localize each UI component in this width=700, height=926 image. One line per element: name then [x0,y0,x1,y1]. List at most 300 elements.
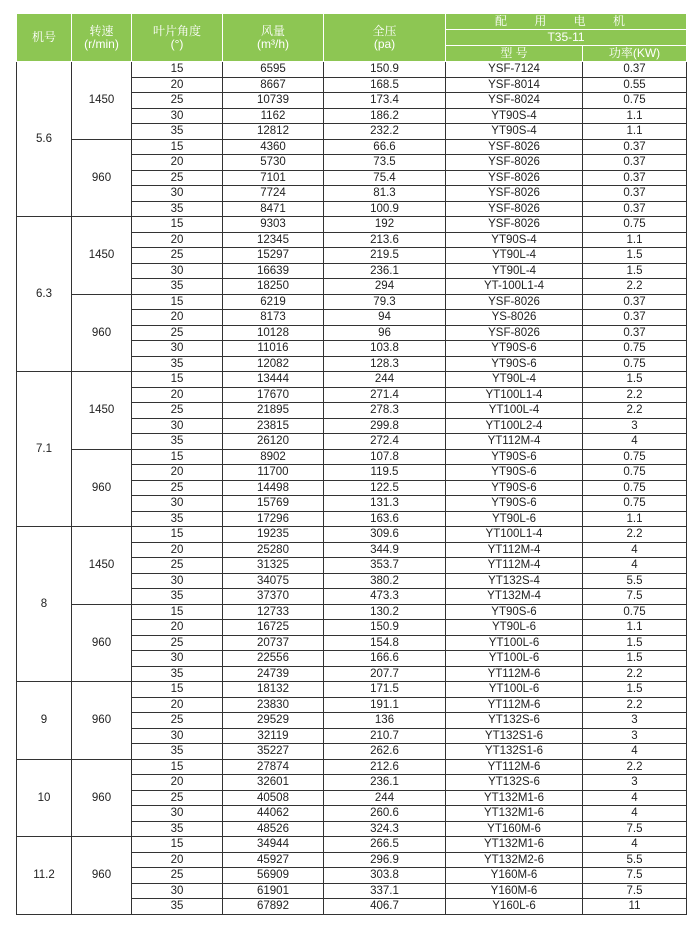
header-speed-unit: (r/min) [84,36,119,51]
motor-power-cell: 4 [583,542,687,558]
flow-cell: 23815 [223,418,324,434]
angle-cell: 35 [132,666,223,682]
angle-cell: 15 [132,217,223,233]
motor-type-cell: YS-8026 [446,310,583,326]
motor-type-cell: YSF-7124 [446,62,583,78]
motor-type-cell: YT90S-6 [446,356,583,372]
model-cell: 9 [17,682,72,760]
flow-cell: 26120 [223,434,324,450]
angle-cell: 20 [132,310,223,326]
flow-cell: 12345 [223,232,324,248]
pressure-cell: 150.9 [324,62,446,78]
motor-power-cell: 2.2 [583,759,687,775]
pressure-cell: 272.4 [324,434,446,450]
flow-cell: 18250 [223,279,324,295]
angle-cell: 15 [132,527,223,543]
pressure-cell: 244 [324,790,446,806]
flow-cell: 44062 [223,806,324,822]
pressure-cell: 75.4 [324,170,446,186]
flow-cell: 37370 [223,589,324,605]
angle-cell: 30 [132,263,223,279]
angle-cell: 25 [132,868,223,884]
flow-cell: 12812 [223,124,324,140]
pressure-cell: 119.5 [324,465,446,481]
flow-cell: 12082 [223,356,324,372]
flow-cell: 48526 [223,821,324,837]
motor-power-cell: 2.2 [583,279,687,295]
pressure-cell: 100.9 [324,201,446,217]
angle-cell: 35 [132,124,223,140]
header-model-label: 机号 [31,30,56,44]
table-row [17,837,687,853]
angle-cell: 30 [132,883,223,899]
motor-type-cell: YT132S-6 [446,775,583,791]
angle-cell: 20 [132,852,223,868]
motor-type-cell: Y160M-6 [446,868,583,884]
motor-power-cell: 1.5 [583,372,687,388]
motor-power-cell: 0.37 [583,155,687,171]
motor-power-cell: 0.37 [583,325,687,341]
pressure-cell: 324.3 [324,821,446,837]
motor-type-cell: YSF-8026 [446,186,583,202]
motor-power-cell: 7.5 [583,589,687,605]
angle-cell: 35 [132,511,223,527]
pressure-cell: 232.2 [324,124,446,140]
pressure-cell: 171.5 [324,682,446,698]
motor-power-cell: 0.37 [583,294,687,310]
speed-cell: 1450 [72,217,132,295]
flow-cell: 35227 [223,744,324,760]
motor-type-cell: YT90S-4 [446,232,583,248]
motor-power-cell: 1.5 [583,635,687,651]
motor-type-cell: YT90S-6 [446,341,583,357]
motor-type-cell: YT100L1-4 [446,527,583,543]
motor-type-cell: YT100L-6 [446,682,583,698]
pressure-cell: 186.2 [324,108,446,124]
motor-power-cell: 7.5 [583,883,687,899]
header-model [17,14,72,62]
motor-power-cell: 0.37 [583,139,687,155]
angle-cell: 25 [132,403,223,419]
flow-cell: 67892 [223,899,324,915]
flow-cell: 27874 [223,759,324,775]
flow-cell: 1162 [223,108,324,124]
pressure-cell: 406.7 [324,899,446,915]
header-motor-group: 配 用 电 机 [446,14,687,30]
angle-cell: 25 [132,170,223,186]
motor-type-cell: YT132M1-6 [446,790,583,806]
motor-type-cell: YT90S-6 [446,480,583,496]
header-flow-label: 风量 [260,23,285,38]
flow-cell: 12733 [223,604,324,620]
pressure-cell: 337.1 [324,883,446,899]
motor-power-cell: 4 [583,806,687,822]
angle-cell: 35 [132,434,223,450]
flow-cell: 10128 [223,325,324,341]
angle-cell: 30 [132,728,223,744]
flow-cell: 32601 [223,775,324,791]
motor-power-cell: 0.37 [583,170,687,186]
angle-cell: 35 [132,589,223,605]
motor-type-cell: YT90L-4 [446,248,583,264]
speed-cell: 960 [72,837,132,915]
motor-type-cell: YT112M-4 [446,542,583,558]
motor-power-cell: 4 [583,558,687,574]
angle-cell: 25 [132,558,223,574]
flow-cell: 11700 [223,465,324,481]
angle-cell: 30 [132,418,223,434]
pressure-cell: 207.7 [324,666,446,682]
angle-cell: 25 [132,480,223,496]
angle-cell: 20 [132,155,223,171]
motor-type-cell: YT132M2-6 [446,852,583,868]
motor-power-cell: 3 [583,775,687,791]
angle-cell: 20 [132,620,223,636]
motor-power-cell: 0.37 [583,310,687,326]
motor-type-cell: Y160M-6 [446,883,583,899]
motor-type-cell: YT90L-6 [446,511,583,527]
speed-cell: 960 [72,294,132,372]
angle-cell: 20 [132,77,223,93]
motor-power-cell: 0.37 [583,62,687,78]
motor-power-cell: 0.75 [583,341,687,357]
pressure-cell: 136 [324,713,446,729]
motor-power-cell: 4 [583,837,687,853]
angle-cell: 25 [132,713,223,729]
angle-cell: 30 [132,108,223,124]
table-row [17,682,687,698]
pressure-cell: 309.6 [324,527,446,543]
flow-cell: 8173 [223,310,324,326]
pressure-cell: 260.6 [324,806,446,822]
motor-power-cell: 3 [583,713,687,729]
motor-type-cell: YT90S-4 [446,108,583,124]
model-cell: 6.3 [17,217,72,372]
pressure-cell: 213.6 [324,232,446,248]
motor-type-cell: YSF-8026 [446,294,583,310]
flow-cell: 24739 [223,666,324,682]
motor-type-cell: YT132S1-6 [446,728,583,744]
pressure-cell: 210.7 [324,728,446,744]
speed-cell: 1450 [72,372,132,450]
table-row [17,372,687,388]
motor-type-cell: YT132S1-6 [446,744,583,760]
motor-power-cell: 0.37 [583,186,687,202]
motor-power-cell: 0.75 [583,449,687,465]
motor-type-cell: Y160L-6 [446,899,583,915]
flow-cell: 32119 [223,728,324,744]
angle-cell: 15 [132,372,223,388]
motor-type-cell: YT132M1-6 [446,837,583,853]
motor-power-cell: 2.2 [583,527,687,543]
motor-power-cell: 1.1 [583,620,687,636]
pressure-cell: 122.5 [324,480,446,496]
pressure-cell: 191.1 [324,697,446,713]
angle-cell: 25 [132,93,223,109]
pressure-cell: 131.3 [324,496,446,512]
motor-power-cell: 2.2 [583,387,687,403]
pressure-cell: 344.9 [324,542,446,558]
flow-cell: 21895 [223,403,324,419]
motor-power-cell: 0.75 [583,93,687,109]
flow-cell: 23830 [223,697,324,713]
motor-power-cell: 1.1 [583,511,687,527]
pressure-cell: 103.8 [324,341,446,357]
motor-power-cell: 0.75 [583,480,687,496]
flow-cell: 34944 [223,837,324,853]
header-motor-type: 型 号 [446,46,583,62]
motor-power-cell: 0.75 [583,356,687,372]
pressure-cell: 278.3 [324,403,446,419]
pressure-cell: 271.4 [324,387,446,403]
pressure-cell: 303.8 [324,868,446,884]
motor-type-cell: YT100L-4 [446,403,583,419]
motor-type-cell: YSF-8026 [446,139,583,155]
angle-cell: 15 [132,294,223,310]
header-motor-series: T35-11 [446,30,687,46]
flow-cell: 6595 [223,62,324,78]
motor-power-cell: 5.5 [583,573,687,589]
motor-power-cell: 1.5 [583,651,687,667]
flow-cell: 25280 [223,542,324,558]
flow-cell: 56909 [223,868,324,884]
speed-cell: 1450 [72,527,132,605]
header-pressure [324,14,446,62]
pressure-cell: 173.4 [324,93,446,109]
model-cell: 5.6 [17,62,72,217]
pressure-cell: 236.1 [324,775,446,791]
angle-cell: 35 [132,821,223,837]
flow-cell: 11016 [223,341,324,357]
table-row [17,217,687,233]
angle-cell: 25 [132,325,223,341]
pressure-cell: 262.6 [324,744,446,760]
table-row [17,759,687,775]
header-angle [132,14,223,62]
motor-type-cell: YT112M-4 [446,434,583,450]
angle-cell: 20 [132,775,223,791]
pressure-cell: 107.8 [324,449,446,465]
speed-cell: 960 [72,604,132,682]
motor-type-cell: YT112M-6 [446,759,583,775]
speed-cell: 1450 [72,62,132,140]
motor-power-cell: 2.2 [583,666,687,682]
header-speed-label: 转速 [89,23,114,38]
model-cell: 11.2 [17,837,72,915]
model-cell: 7.1 [17,372,72,527]
flow-cell: 22556 [223,651,324,667]
motor-type-cell: YSF-8026 [446,170,583,186]
motor-type-cell: YT100L1-4 [446,387,583,403]
flow-cell: 15297 [223,248,324,264]
motor-power-cell: 1.5 [583,682,687,698]
flow-cell: 10739 [223,93,324,109]
flow-cell: 18132 [223,682,324,698]
angle-cell: 30 [132,651,223,667]
angle-cell: 15 [132,759,223,775]
angle-cell: 35 [132,201,223,217]
pressure-cell: 150.9 [324,620,446,636]
angle-cell: 20 [132,232,223,248]
header-flow [223,14,324,62]
fan-performance-table [16,13,687,915]
speed-cell: 960 [72,449,132,527]
motor-type-cell: YT-100L1-4 [446,279,583,295]
pressure-cell: 294 [324,279,446,295]
pressure-cell: 212.6 [324,759,446,775]
flow-cell: 31325 [223,558,324,574]
motor-type-cell: YSF-8026 [446,155,583,171]
motor-type-cell: YT100L-6 [446,651,583,667]
motor-power-cell: 1.5 [583,248,687,264]
pressure-cell: 66.6 [324,139,446,155]
motor-type-cell: YT90L-6 [446,620,583,636]
motor-type-cell: YT90S-6 [446,496,583,512]
motor-power-cell: 0.75 [583,496,687,512]
table-row [17,294,687,310]
flow-cell: 45927 [223,852,324,868]
motor-power-cell: 1.1 [583,124,687,140]
table-row [17,527,687,543]
flow-cell: 13444 [223,372,324,388]
motor-type-cell: YT90S-6 [446,449,583,465]
pressure-cell: 244 [324,372,446,388]
angle-cell: 25 [132,790,223,806]
motor-type-cell: YSF-8026 [446,217,583,233]
motor-power-cell: 4 [583,744,687,760]
motor-type-cell: YT132M-4 [446,589,583,605]
angle-cell: 15 [132,62,223,78]
speed-cell: 960 [72,682,132,760]
angle-cell: 15 [132,682,223,698]
pressure-cell: 166.6 [324,651,446,667]
table-row [17,62,687,78]
flow-cell: 4360 [223,139,324,155]
flow-cell: 6219 [223,294,324,310]
flow-cell: 20737 [223,635,324,651]
motor-type-cell: YT132M1-6 [446,806,583,822]
table-row [17,139,687,155]
motor-power-cell: 5.5 [583,852,687,868]
pressure-cell: 299.8 [324,418,446,434]
flow-cell: 8471 [223,201,324,217]
motor-power-cell: 7.5 [583,868,687,884]
pressure-cell: 81.3 [324,186,446,202]
motor-power-cell: 0.37 [583,201,687,217]
pressure-cell: 79.3 [324,294,446,310]
header-pressure-label: 全压 [372,23,397,38]
flow-cell: 14498 [223,480,324,496]
pressure-cell: 266.5 [324,837,446,853]
motor-power-cell: 3 [583,418,687,434]
motor-power-cell: 0.75 [583,465,687,481]
pressure-cell: 296.9 [324,852,446,868]
angle-cell: 20 [132,465,223,481]
angle-cell: 30 [132,496,223,512]
motor-power-cell: 2.2 [583,403,687,419]
motor-type-cell: YT160M-6 [446,821,583,837]
angle-cell: 15 [132,139,223,155]
flow-cell: 8667 [223,77,324,93]
motor-power-cell: 7.5 [583,821,687,837]
header-motor-power: 功率(KW) [583,46,687,62]
pressure-cell: 219.5 [324,248,446,264]
motor-type-cell: YT100L-6 [446,635,583,651]
angle-cell: 30 [132,186,223,202]
motor-power-cell: 11 [583,899,687,915]
flow-cell: 17296 [223,511,324,527]
flow-cell: 17670 [223,387,324,403]
motor-type-cell: YSF-8024 [446,93,583,109]
flow-cell: 8902 [223,449,324,465]
pressure-cell: 353.7 [324,558,446,574]
motor-power-cell: 3 [583,728,687,744]
pressure-cell: 473.3 [324,589,446,605]
motor-type-cell: YT90S-6 [446,465,583,481]
flow-cell: 19235 [223,527,324,543]
angle-cell: 15 [132,449,223,465]
angle-cell: 30 [132,806,223,822]
pressure-cell: 96 [324,325,446,341]
model-cell: 8 [17,527,72,682]
pressure-cell: 192 [324,217,446,233]
motor-type-cell: YT132S-4 [446,573,583,589]
pressure-cell: 128.3 [324,356,446,372]
header-angle-label: 叶片角度 [152,23,201,38]
pressure-cell: 154.8 [324,635,446,651]
angle-cell: 25 [132,635,223,651]
motor-type-cell: YT100L2-4 [446,418,583,434]
flow-cell: 61901 [223,883,324,899]
motor-type-cell: YT132S-6 [446,713,583,729]
motor-power-cell: 1.5 [583,263,687,279]
speed-cell: 960 [72,139,132,217]
flow-cell: 15769 [223,496,324,512]
pressure-cell: 236.1 [324,263,446,279]
flow-cell: 7724 [223,186,324,202]
motor-power-cell: 4 [583,790,687,806]
motor-type-cell: YT112M-4 [446,558,583,574]
angle-cell: 20 [132,697,223,713]
pressure-cell: 163.6 [324,511,446,527]
motor-type-cell: YSF-8026 [446,325,583,341]
angle-cell: 25 [132,248,223,264]
motor-type-cell: YT90L-4 [446,372,583,388]
flow-cell: 5730 [223,155,324,171]
motor-power-cell: 0.75 [583,604,687,620]
pressure-cell: 94 [324,310,446,326]
flow-cell: 34075 [223,573,324,589]
angle-cell: 15 [132,837,223,853]
motor-power-cell: 0.55 [583,77,687,93]
motor-power-cell: 0.75 [583,217,687,233]
motor-type-cell: YT112M-6 [446,697,583,713]
motor-type-cell: YSF-8026 [446,201,583,217]
table-header [17,14,687,62]
flow-cell: 7101 [223,170,324,186]
angle-cell: 35 [132,356,223,372]
flow-cell: 9303 [223,217,324,233]
angle-cell: 20 [132,387,223,403]
motor-type-cell: YT90S-4 [446,124,583,140]
header-pressure-unit: (pa) [373,36,396,51]
header-speed [72,14,132,62]
header-angle-unit: (°) [170,36,184,51]
angle-cell: 20 [132,542,223,558]
header-flow-unit: (m³/h) [257,36,289,51]
table-body [17,62,687,915]
table-row [17,449,687,465]
